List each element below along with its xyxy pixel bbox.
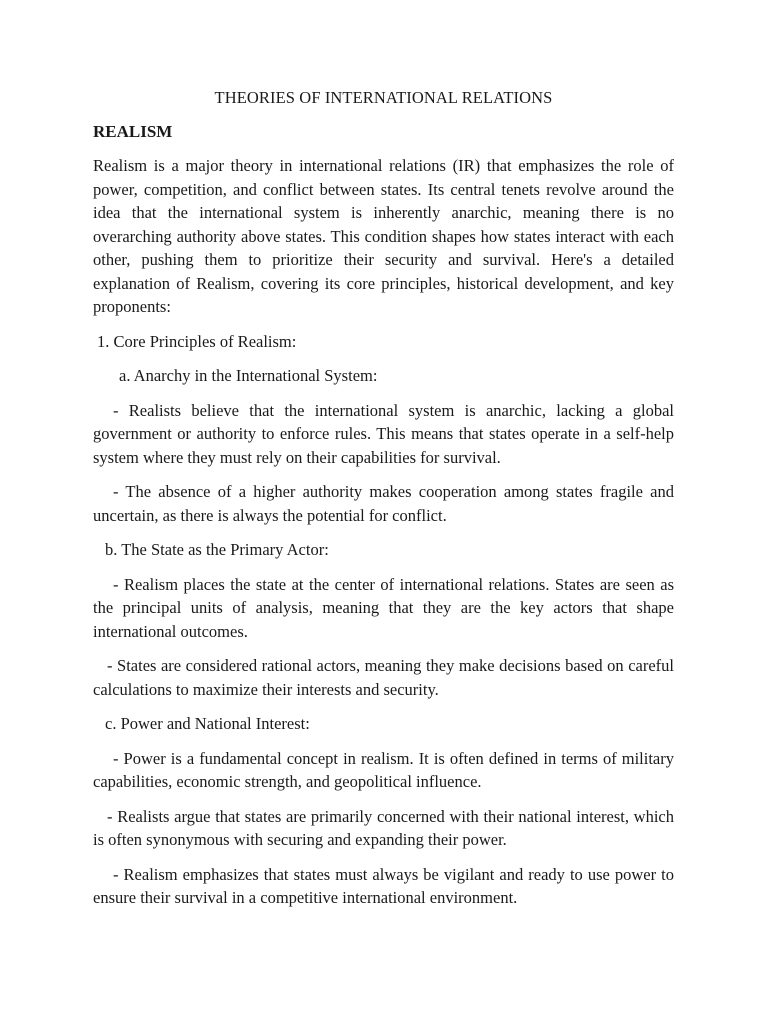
core-principles-heading: 1. Core Principles of Realism: [97, 331, 297, 351]
state-actor-point-2: - States are considered rational actors, meaning they make decisions based on careful calculations to maximize their interests and security. [93, 656, 674, 699]
anarchy-point-2: - The absence of a higher authority makes cooperation among states fragile and uncertain, as there is always the potential for conflict. [93, 482, 674, 525]
section-heading-realism: REALISM [93, 122, 173, 141]
state-actor-heading: b. The State as the Primary Actor: [105, 540, 329, 559]
power-interest-point-2: - Realists argue that states are primarily concerned with their national interest, which is often synonymous with securing and expanding their power. [93, 806, 674, 849]
anarchy-point-1: - Realists believe that the international system is anarchic, lacking a global government or authority to enforce rules. This means that states operate in a self-help system where they must rely on their capabilities for survival. [93, 400, 674, 467]
power-interest-point-1: - Power is a fundamental concept in realism. It is often defined in terms of military capabilities, economic strength, and geopolitical influence. [93, 748, 674, 791]
document-title: THEORIES OF INTERNATIONAL RELATIONS [214, 88, 553, 107]
intro-paragraph: Realism is a major theory in international relations (IR) that emphasizes the role of power, competition, and conflict between states. Its central tenets revolve around the idea that the international system is inherently anarchic, meaning there is no overarching authority above states. This condition shapes how states interact with each other, pushing them to prioritize their security and survival. Here's a detailed explanation of Realism, covering its core principles, historical development, and key proponents: [93, 156, 674, 316]
state-actor-point-1: - Realism places the state at the center of international relations. States are seen as the principal units of analysis, meaning that they are the key actors that shape international outcomes. [93, 574, 674, 641]
document-page [93, 86, 674, 921]
anarchy-heading: a. Anarchy in the International System: [119, 366, 378, 385]
power-interest-point-3: - Realism emphasizes that states must always be vigilant and ready to use power to ensure their survival in a competitive international environment. [93, 864, 674, 907]
power-interest-heading: c. Power and National Interest: [105, 714, 310, 733]
